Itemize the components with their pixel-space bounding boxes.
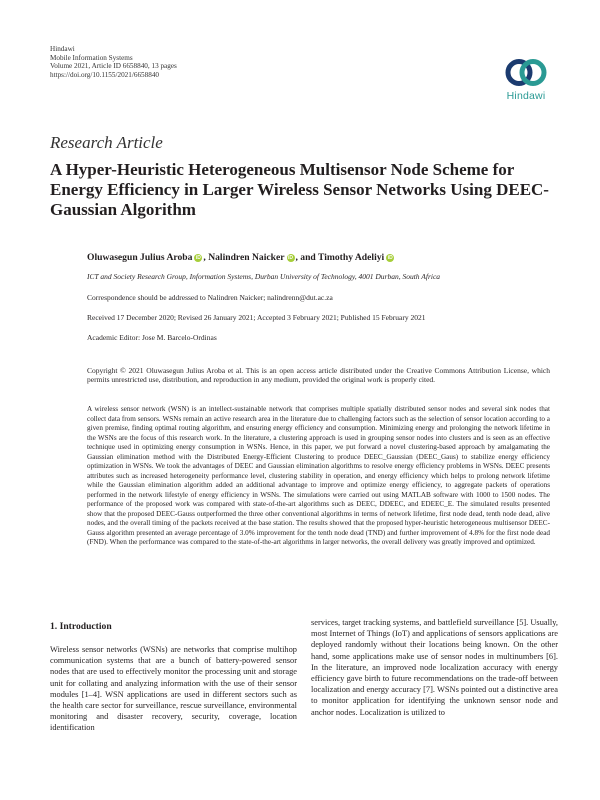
author-separator: , and <box>295 252 318 263</box>
copyright-notice: Copyright © 2021 Oluwasegun Julius Aroba et al. This is an open access article distributed under the Creative Commons Attribution License, which permits unrestricted use, distribution, and reproduction in any medium, provided the original work is properly cited. <box>87 366 550 385</box>
intro-column-right: services, target tracking systems, and battlefield surveillance [5]. Usually, most Internet of Things (IoT) and applications of sensors applications are deployed randomly without their locations being known. On the other hand, some applications make use of sensor nodes in multinumbers [6]. In the literature, an improved node localization accuracy with energy efficiency gave birth to future recommendations on the trade-off between localization and energy accuracy [7]. WSNs pointed out a distinctive area to monitor application for identifying the unknown sensor node and anchor nodes. Localization is utilized to <box>311 618 558 717</box>
author-list <box>87 252 395 263</box>
intro-column-left: Wireless sensor networks (WSNs) are networks that comprise multihop communication systems that are a bunch of battery-powered sensor nodes that are used to effectively monitor the processing unit and storage unit for collating and analyzing information with the use of their sensor modules [1–4]. WSN applications are used in different sectors such as the health care sector for surveillance, rescue surveillance, environmental monitoring and disaster recovery, security, coverage, location identification <box>50 645 297 733</box>
author-name[interactable]: Timothy Adeliyi <box>318 252 385 263</box>
orcid-icon[interactable]: iD <box>288 255 293 261</box>
author-name[interactable]: Oluwasegun Julius Aroba <box>87 252 193 263</box>
affiliation: ICT and Society Research Group, Information Systems, Durban University of Technology, 4001 Durban, South Africa <box>87 272 441 281</box>
journal-info <box>50 45 177 79</box>
hindawi-logo-text: Hindawi <box>506 90 546 102</box>
correspondence: Correspondence should be addressed to Nalindren Naicker; nalindrenn@dut.ac.za <box>87 293 333 302</box>
journal-name: Mobile Information Systems <box>50 53 133 62</box>
abstract: A wireless sensor network (WSN) is an intellect-sustainable network that comprises multiple spatially distributed sensor nodes and several sink nodes that collect data from sensors. WSNs remain an active research area in the literature due to challenging factors such as the selection of sensor location according to a given premise, finding optimal routing algorithm, and ensuring energy efficiency and consumption. Minimizing energy and prolonging the network lifetime in the WSNs are the focus of this research work. In the literature, a clustering approach is used in grouping sensor nodes into clusters and is seen as an effective technique used in optimizing energy consumption in WSNs. Hence, in this paper, we put forward a novel clustering-based approach by amalgamating the Gaussian elimination method with the Distributed Energy-Efficient Clustering to produce DEEC_Gaussian (DEEC_Gaus) to stabilize energy efficiency optimization in WSNs. We took the advantages of DEEC and Gaussian elimination algorithms to resolve energy efficiency problems in WSNs. DEEC presents attributes such as increased heterogeneity performance level, clustering stability in operation, and energy efficiency which helps to prolong network lifetime while the Gaussian elimination algorithm added an additional advantage to improve and optimize energy efficiency, to aggregate packets of operations performed in the network lifestyle of energy efficiency in WSNs. The simulations were carried out using MATLAB software with 1000 to 1500 nodes. The performance of the proposed work was compared with state-of-the-art algorithms such as DEEC, DDEEC, and EDEEC_E. The simulated results presented show that the proposed DEEC-Gauss outperformed the three other conventional algorithms in terms of network lifetime, first node dead, tenth node dead, alive nodes, and the overall timing of the packets received at the base station. The results showed that the proposed hyper-heuristic heterogeneous multisensor DEEC-Gauss algorithm presented an average percentage of 3.0% improvement for the tenth node dead (TND) and further improvement of 4.8% for the first node dead (FND). When the performance was compared to the state-of-the-art algorithms in larger networks, the overall delivery was greatly improved and optimized. <box>87 405 550 546</box>
author-separator: , <box>203 252 209 263</box>
doi-link[interactable]: https://doi.org/10.1155/2021/6658840 <box>50 70 160 79</box>
academic-editor: Academic Editor: Jose M. Barcelo-Ordinas <box>87 333 217 342</box>
publisher-name: Hindawi <box>50 45 75 53</box>
volume-info: Volume 2021, Article ID 6658840, 13 pages <box>50 62 177 71</box>
article-type: Research Article <box>50 133 163 152</box>
section-heading: 1. Introduction <box>50 621 112 632</box>
dates: Received 17 December 2020; Revised 26 January 2021; Accepted 3 February 2021; Published 15 February 2021 <box>87 313 426 322</box>
orcid-icon[interactable]: iD <box>387 255 393 261</box>
orcid-icon[interactable]: iD <box>195 255 201 261</box>
article-title: A Hyper-Heuristic Heterogeneous Multisensor Node Scheme for Energy Efficiency in Larger Wireless Sensor Networks Using DEEC-Gaussian Algorithm <box>50 160 549 219</box>
author-name[interactable]: Nalindren Naicker <box>208 252 285 263</box>
